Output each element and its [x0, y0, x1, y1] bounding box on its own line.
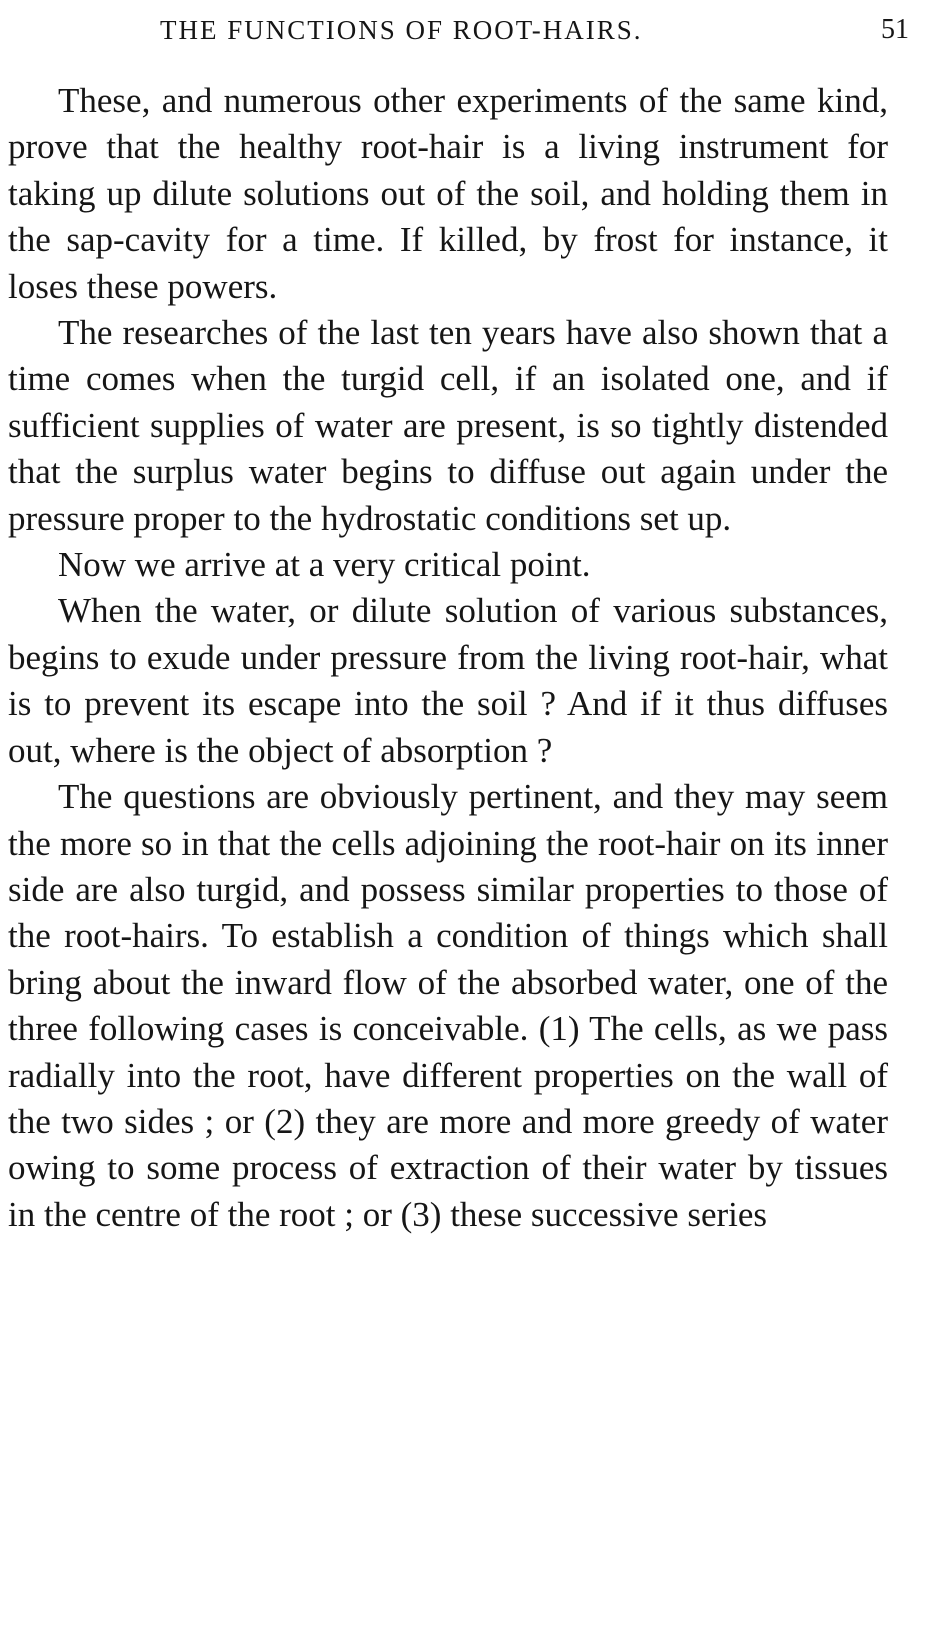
page-number: 51 — [881, 14, 909, 45]
paragraph-exudation: When the water, or dilute solution of various substances, begins to exude under pressure from the living root-hair, what is to prevent its escape into the soil ? And if it thus diffuses out, where is the object of absorption ? — [8, 591, 888, 770]
running-header — [0, 10, 951, 50]
paragraph-critical-point: Now we arrive at a very critical point. — [58, 545, 591, 585]
paragraph-experiments: These, and numerous other experiments of the same kind, prove that the healthy root-hair is a living instrument for taking up dilute solutions out of the soil, and holding them in the sap-cavity for a time. If killed, by frost for instance, it loses these powers. — [8, 81, 888, 306]
paragraph-researches: The researches of the last ten years have also shown that a time comes when the turgid cell, if an isolated one, and if sufficient supplies of water are present, is so tightly distended that the surplus water begins to diffuse out again under the pressure proper to the hydrostatic conditions set up. — [8, 313, 888, 538]
body-text — [8, 78, 888, 1238]
running-title: THE FUNCTIONS OF ROOT-HAIRS. — [160, 15, 643, 45]
paragraph-questions: The questions are obviously pertinent, and they may seem the more so in that the cells adjoining the root-hair on its inner side are also turgid, and possess similar properties to those of the root-hairs. To establish a condition of things which shall bring about the inward flow of the absorbed water, one of the three following cases is conceivable. (1) The cells, as we pass radially into the root, have different properties on the wall of the two sides ; or (2) they are more and more greedy of water owing to some process of extraction of their water by tissues in the centre of the root ; or (3) these successive series — [8, 777, 888, 1234]
